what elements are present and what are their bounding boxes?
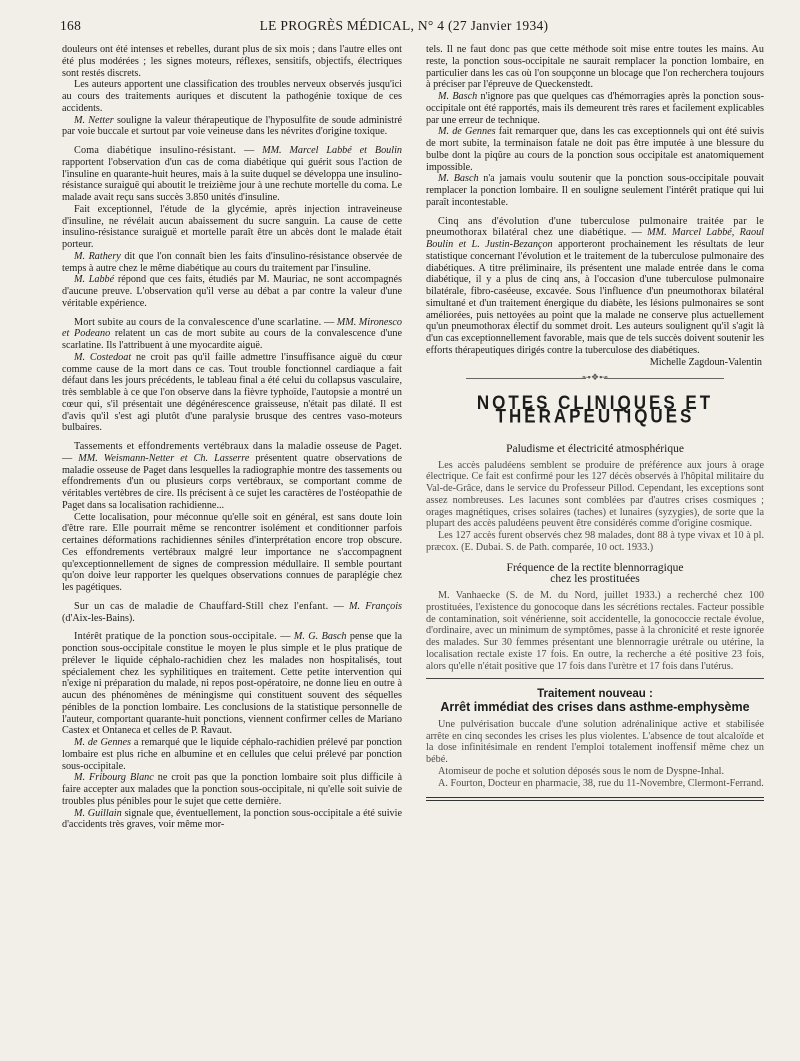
- section-ponction: Intérêt pratique de la ponction sous-occipitale. — M. G. Basch pense que la ponction sous-occipitale constitue le moyen le plus simple et le plus pratique de prélever le liquide céphalo-rachidien chez les malades non hospitalisés, tout spécialement chez les syphilitiques en traitement. Cette petite intervention qui n'exige ni préparation du malade, ni repos post-opératoire, ne donne lieu en outre à aucun des phénomènes de méningisme qui constituent souvent des séquelles pénibles de la ponction lombaire. Les conclusions de la statistique personnelle de l'auteur, comportant quarante-huit ponctions, viennent confirmer celles de Mariano Castex et Ontaneca et celles de P. Ravaut.: [62, 631, 402, 737]
- page-header: [60, 18, 748, 34]
- paragraph: M. de Gennes a remarqué que le liquide céphalo-rachidien prélevé par ponction lombaire est plus riche en albumine et en cellules que celui prélevé par ponction sous-occipitale.: [62, 737, 402, 772]
- speaker-name: M. Fribourg Blanc: [74, 772, 154, 784]
- paragraph: M. Costedoat ne croit pas qu'il faille admettre l'insuffisance aiguë du cœur comme cause de la mort dans ce cas. Tout trouble fonctionnel cardiaque a fait défaut dans les jours précédents, le tableau final a été celui du collapsus vasculaire, très semblable à ce que l'on observe dans la fièvre typhoïde, l'autopsie a montré un cœur qui, s'il présentait une dégénérescence graisseuse, n'était pas dilaté. Il est d'avis qu'il s'est agi plutôt d'une paralysie brusque des centres vaso-moteurs bulbaires.: [62, 351, 402, 434]
- speaker-name: M. Netter: [74, 114, 114, 126]
- right-column: [426, 44, 764, 801]
- paragraph: Cette localisation, pour méconnue qu'elle soit en général, est sans doute loin d'être rare. Elle pourrait même se rencontrer isolément et conditionner parfois certaines déformations rachidiennes séniles d'interprétation encore trop obscure. Ces effondrements vertébraux malgré leur importance ne s'accompagnent qu'exceptionnellement de signes de compression médullaire. Il semble pourtant qu'on doive leur rapporter les quelques observations connues de paraplégie chez les pagétiques.: [62, 511, 402, 593]
- article-title-paludisme: Paludisme et électricité atmosphérique: [506, 442, 684, 455]
- paragraph: Atomiseur de poche et solution déposés sous le nom de Dyspne-Inhal.: [438, 765, 725, 777]
- paragraph: M. Basch n'a jamais voulu soutenir que la ponction sous-occipitale pouvait remplacer la ponction lombaire. Il en souligne seulement l'intérêt pratique qui lui paraît incontestable.: [426, 173, 764, 208]
- speaker-name: M. Basch: [438, 91, 478, 102]
- running-title: LE PROGRÈS MÉDICAL, N° 4 (27 Janvier 1934): [259, 18, 549, 33]
- authors: MM. Weismann-Netter et Ch. Lasserre: [78, 452, 250, 464]
- author-signature: Michelle Zagdoun-Valentin: [649, 356, 762, 368]
- paragraph: M. Vanhaecke (S. de M. du Nord, juillet 1933.) a recherché chez 100 prostituées, l'existence du gonocoque dans les sécrétions rectales. Facteur possible de contamination, soit vénérienne, soit accidentelle, la gonococcie rectale évolue, d'ordinaire, avec un minimum de symptômes, passe à la chronicité et reste ignorée des malades. Sur 30 femmes présentant une blennorragie urétrale ou utérine, la localisation rectale existe 17 fois. En outre, la recherche a été positive 23 fois, alors qu'elle n'était positive que 17 fois dans l'urètre et 17 fois dans l'utérus.: [426, 590, 764, 672]
- section-title: Tassements et effondrements vertébraux dans la maladie osseuse de Paget.: [74, 441, 402, 452]
- authors: M. François: [348, 600, 403, 612]
- page-number: 168: [60, 18, 82, 33]
- bottom-divider: [426, 797, 764, 801]
- section-paget: Tassements et effondrements vertébraux dans la maladie osseuse de Paget. — MM. Weismann-Netter et Ch. Lasserre présentent quatre observations de maladie osseuse de Paget dans lesquelles la radiographie montre des tassements ou effondrements d'un ou plusieurs corps vertébraux, se comportant comme de véritables vertèbres de cire. Ils précisent à ce sujet les caractères de l'ostéopathie de Paget dans sa localisation rachidienne...: [62, 441, 402, 511]
- section-title: Intérêt pratique de la ponction sous-occipitale.: [74, 631, 277, 643]
- box-subtitle: Arrêt immédiat des crises dans asthme-emphysème: [440, 700, 750, 714]
- paragraph: Les accès paludéens semblent se produire de préférence aux jours à orage électrique. Ce fait est confirmé pour les 127 décès observés à l'hôpital militaire du Val-de-Grâce, dans le service du Professeur Pillod. Cependant, les exceptions sont assez nombreuses. Les lacunes sont comblées par d'autres crises cosmiques ; orages magnétiques, crises solaires (taches) et lunaires (syzygies), de sorte que la plupart des accès paludéens peuvent être considérés comme d'origine cosmique.: [426, 459, 764, 530]
- authors: MM. Marcel Labbé, Raoul Boulin et L. Justin-Bezançon: [426, 227, 764, 250]
- paragraph: Les 127 accès furent observés chez 98 malades, dont 88 à type vivax et 10 à pl. præcox. (E. Dubai. S. de Path. comparée, 10 oct. 1933.): [426, 530, 764, 553]
- divider: [426, 678, 764, 679]
- notes-section-title: NOTES CLINIQUES ET THÉRAPEUTIQUES: [476, 391, 714, 428]
- section-title: Mort subite au cours de la convalescence d'une scarlatine.: [74, 316, 322, 328]
- article-title-rectite-line2: chez les prostituées: [550, 573, 640, 586]
- authors: M. G. Basch: [293, 631, 347, 643]
- ornament-icon: ⊶❖⊷: [581, 372, 609, 383]
- paragraph: A. Fourton, Docteur en pharmacie, 38, rue du 11-Novembre, Clermont-Ferrand.: [438, 777, 764, 789]
- left-column: [62, 44, 402, 831]
- speaker-name: M. de Gennes: [74, 737, 131, 748]
- article-title-rectite: Fréquence de la rectite blennorragique: [506, 561, 684, 574]
- section-title: Coma diabétique insulino-résistant.: [74, 145, 237, 156]
- section-chauffard-still: Sur un cas de maladie de Chauffard-Still chez l'enfant. — M. François (d'Aix-les-Bains).: [62, 600, 403, 624]
- authors: MM. Mironesco et Podeano: [62, 316, 402, 340]
- section-title: Sur un cas de maladie de Chauffard-Still chez l'enfant.: [74, 600, 329, 612]
- section-coma: Coma diabétique insulino-résistant. — MM. Marcel Labbé et Boulin rapportent l'observation d'un cas de coma diabétique qui guérit sous l'action de l'insuline en quarante-huit heures, mais à la suite duquel se développa une insulino-résistance suraiguë qui aboutit le treizième jour à une rechute mortelle du coma. Le malade avait reçu sans succès 3.850 unités d'insuline.: [62, 145, 403, 203]
- speaker-name: M. de Gennes: [438, 126, 496, 138]
- speaker-name: M. Labbé: [74, 274, 115, 286]
- paragraph: M. Netter souligne la valeur thérapeutique de l'hyposulfite de soude administré par voie buccale et surtout par voie veineuse dans les névrites d'origine toxique.: [62, 114, 403, 138]
- paragraph: M. Fribourg Blanc ne croit pas que la ponction lombaire soit plus difficile à faire accepter aux malades que la ponction sous-occipitale, ni qu'elle soit suivie de troubles plus pénibles pour le sujet que cette dernière.: [62, 772, 402, 807]
- box-title: Traitement nouveau :: [537, 688, 653, 701]
- paragraph: M. Guillain signale que, éventuellement, la ponction sous-occipitale a été suivie d'accidents très graves, voir même mor-: [62, 807, 403, 831]
- speaker-name: M. Basch: [438, 173, 479, 185]
- paragraph: Les auteurs apportent une classification des troubles nerveux observés jusqu'ici au cours des traitements auriques et discutent la pathogénie toxique de ces accidents.: [62, 79, 402, 114]
- paragraph: M. Rathery dit que l'on connaît bien les faits d'insulino-résistance observée de temps à autre chez le même diabétique au cours du traitement par l'insuline.: [62, 250, 402, 274]
- paragraph: tels. Il ne faut donc pas que cette méthode soit mise entre toutes les mains. Au reste, la ponction sous-occipitale ne saurait remplacer la ponction lombaire, en particulier dans les cas où l'on soupçonne un blocage que l'on recherchera toujours à préciser par l'épreuve de Queckenstedt.: [426, 44, 764, 91]
- speaker-name: M. Guillain: [74, 807, 122, 819]
- paragraph: M. Basch n'ignore pas que quelques cas d'hémorragies après la ponction sous-occipitale ont été rapportés, mais ils demeurent très rares et facilement explicables par une erreur de technique.: [426, 91, 764, 126]
- authors: MM. Marcel Labbé et Boulin: [262, 145, 403, 156]
- section-scarlatine: Mort subite au cours de la convalescence d'une scarlatine. — MM. Mironesco et Podeano relatent un cas de mort subite au cours de la convalescence d'une scarlatine. Ils l'attribuent à une myocardite aiguë.: [62, 316, 402, 351]
- speaker-name: M. Costedoat: [74, 351, 132, 363]
- speaker-name: M. Rathery: [74, 250, 121, 262]
- paragraph: M. de Gennes fait remarquer que, dans les cas exceptionnels qui ont été suivis de mort subite, la terminaison fatale ne doit pas être imputée à une blessure du bulbe dont la piqûre au cours de la ponction sous occipitale est anatomiquement impossible.: [426, 126, 764, 173]
- paragraph: M. Labbé répond que ces faits, étudiés par M. Mauriac, ne sont accompagnés d'aucune preuve. L'observation qu'il verse au débat a par contre la valeur d'une véritable expérience.: [62, 274, 402, 309]
- section-title: Cinq ans d'évolution d'une tuberculose pulmonaire traitée par le pneumothorax bilatéral chez une diabétique.: [426, 215, 764, 239]
- paragraph: Fait exceptionnel, l'étude de la glycémie, après injection intraveineuse d'insuline, ne révélait aucun abaissement du sucre sanguin. La cause de cette insulino-résistance suraiguë et mortelle paraît être un abcès dont le malade était porteur.: [62, 203, 402, 250]
- paragraph: douleurs ont été intenses et rebelles, durant plus de six mois ; dans l'autre elles ont été plus modérées ; les signes moteurs, réflexes, sensitifs, objectifs, électriques sont restés discrets.: [62, 44, 402, 79]
- section-tuberculose: Cinq ans d'évolution d'une tuberculose pulmonaire traitée par le pneumothorax bilatéral chez une diabétique. — MM. Marcel Labbé, Raoul Boulin et L. Justin-Bezançon apporteront prochainement les résultats de leur statistique concernant l'évolution et le traitement de la tuberculose pulmonaire des diabétiques. A titre préliminaire, ils présentent une malade entrée dans le coma diabétique, il y a plus de cinq ans, à l'occasion d'une tuberculose pulmonaire bilatérale, fibro-caséeuse, excavée. Sous l'influence d'un pneumothorax bilatéral simultané et d'un traitement énergique du diabète, les lésions pulmonaires se sont améliorées, puis nettoyées au point que la malade ne conserve plus actuellement qu'un pneumothorax électif du sommet droit. Les auteurs soulignent qu'il s'agit là d'un cas exceptionnellement favorable, mais que de tels succès doivent soutenir les efforts thérapeutiques dirigés contre la tuberculose des diabétiques.: [426, 215, 764, 356]
- ornament-divider: [426, 372, 764, 384]
- paragraph: Une pulvérisation buccale d'une solution adrénalinique active et stabilisée arrête en cinq secondes les crises les plus violentes. L'absence de tout alcaloïde et la dose infinitésimale en rendent l'emploi totalement inoffensif même chez un bébé.: [426, 718, 764, 765]
